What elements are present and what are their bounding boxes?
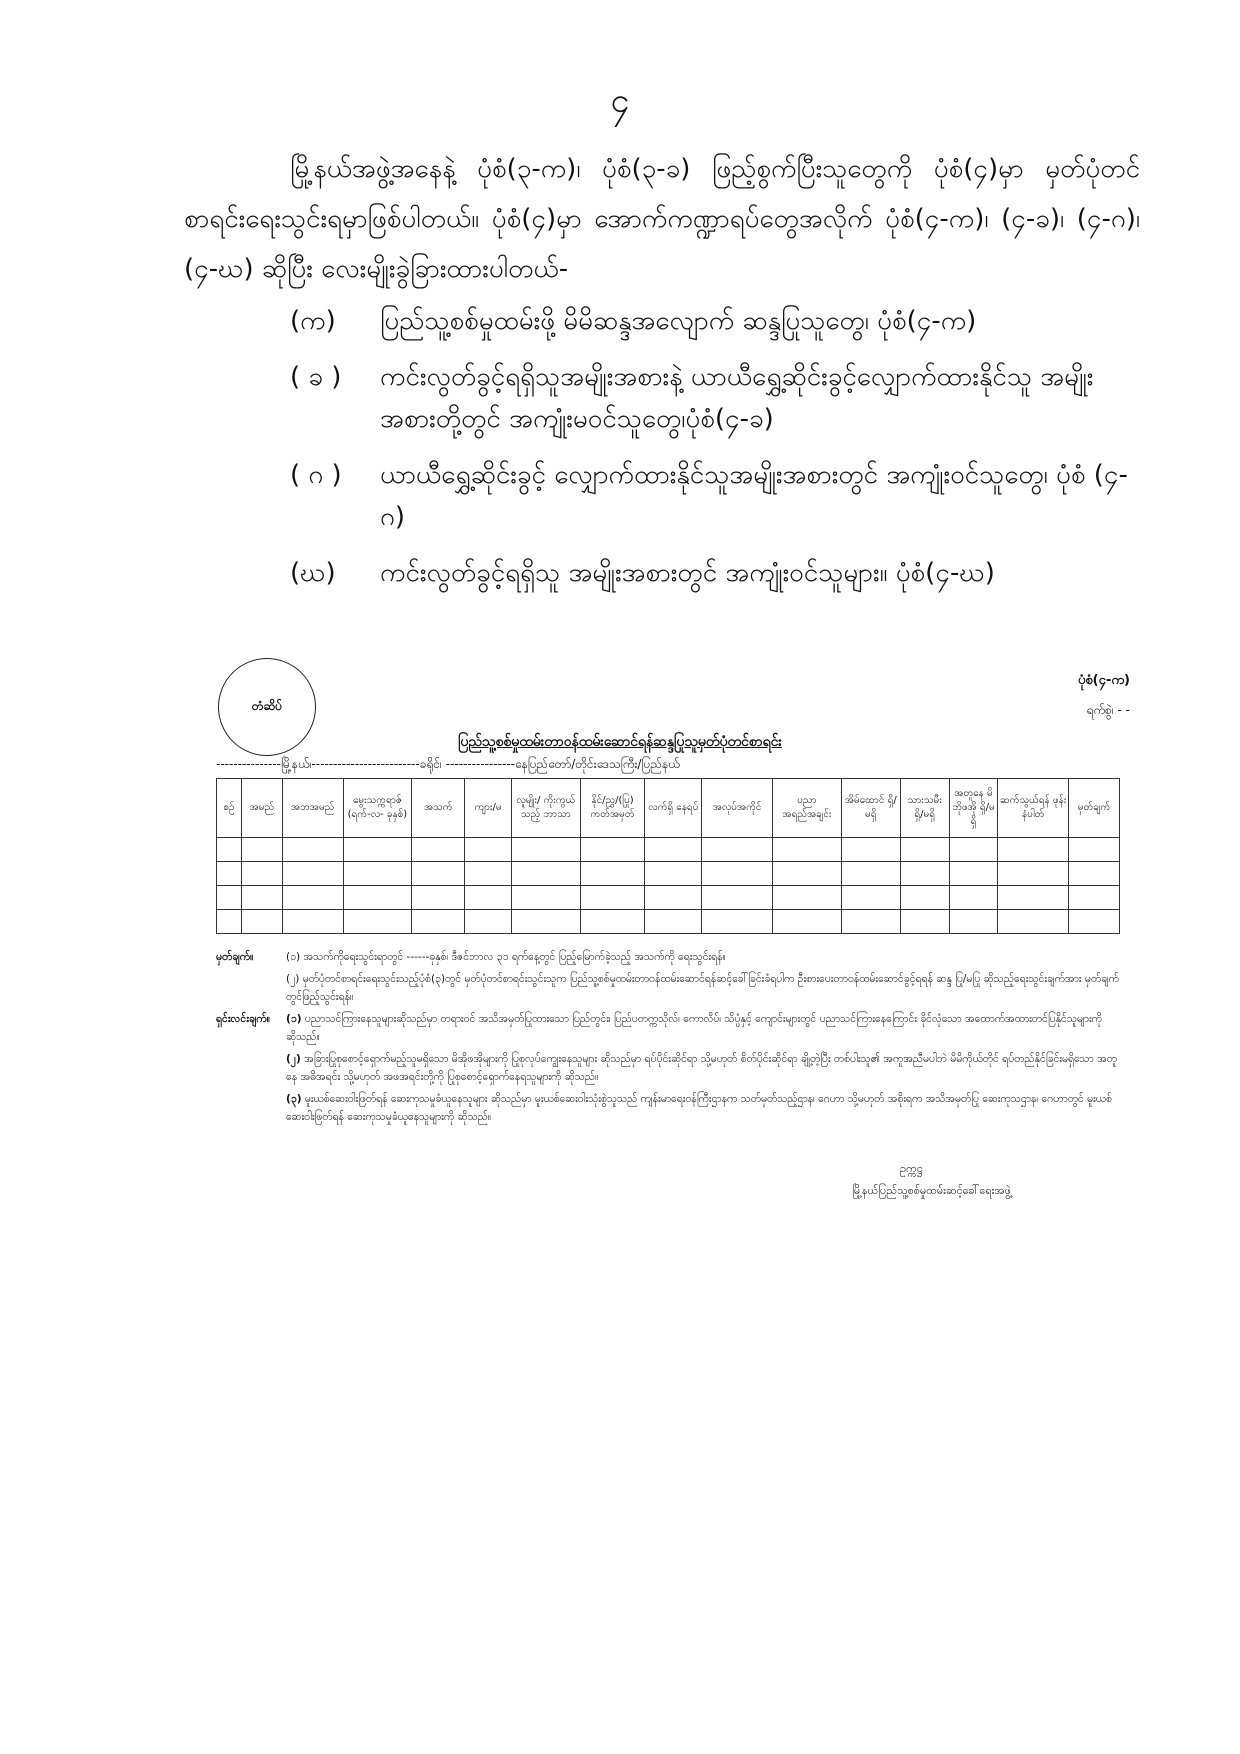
table-cell bbox=[343, 886, 412, 910]
column-header: မွေးသက္ကရာဇ် (ရက်-လ- ခုနှစ်) bbox=[343, 779, 412, 838]
table-cell bbox=[1069, 862, 1120, 886]
explanation-label: ရှင်းလင်းချက်။ bbox=[216, 1013, 270, 1025]
table-cell bbox=[773, 910, 842, 934]
list-text: ကင်းလွတ်ခွင့်ရရှိသူ အမျိုးအစားတွင် အကျုံးဝင်သူများ။ ပုံစံ(၄-ဃ) bbox=[380, 558, 995, 588]
notes-section bbox=[216, 948, 1120, 1130]
list-text: ကင်းလွတ်ခွင့်ရရှိသူအမျိုးအစားနဲ့ ယာယီရွှေ့ဆိုင်းခွင့်လျှောက်ထားနိုင်သူ အမျိုးအစားတို့တွင် အကျုံးမဝင်သူတွေ၊ပုံစံ(၄-ခ) bbox=[380, 362, 1094, 434]
table-cell bbox=[412, 838, 465, 862]
table-row bbox=[217, 838, 1120, 862]
table-cell bbox=[511, 838, 580, 862]
table-cell bbox=[241, 886, 282, 910]
column-header: လက်ရှိ နေရပ် bbox=[645, 779, 702, 838]
page-number: ၄ bbox=[610, 81, 630, 121]
column-header: ကျား/မ bbox=[465, 779, 512, 838]
explanation-row bbox=[216, 1090, 1120, 1126]
table-cell bbox=[282, 910, 343, 934]
table-cell bbox=[645, 886, 702, 910]
table-cell bbox=[949, 838, 998, 862]
table-cell bbox=[343, 862, 412, 886]
table-header-row bbox=[217, 779, 1120, 838]
table-cell bbox=[465, 862, 512, 886]
table-cell bbox=[998, 886, 1069, 910]
column-header: အိမ်ထောင် ရှိ/မရှိ bbox=[841, 779, 900, 838]
column-header: စဉ် bbox=[217, 779, 242, 838]
column-header: မှတ်ချက် bbox=[1069, 779, 1120, 838]
list-marker: ( ခ ) bbox=[290, 362, 342, 392]
explanation-text: အခြားပြုစုစောင့်ရှောက်မည့်သူမရှိသော မိအိုဖအိုများကို ပြုစုလုပ်ကျွေးနေသူများ ဆိုသည်မှာ ရပ်ပိုင်းဆိုင်ရာ သို့မဟုတ် စိတ်ပိုင်းဆိုင်ရာ ချို့တဲ့ပြီး တစ်ပါးသူ၏ အကူအညီမပါဘဲ မိမိကိုယ်တိုင် ရပ်တည်နိုင်ခြင်းမရှိသော အတူနေ အဓိအရင်း သို့မဟုတ် အဖအရင်းတို့ကို ပြုစုစောင့်ရှောက်နေရသူများကို ဆိုသည်။ bbox=[286, 1053, 1117, 1083]
table-cell bbox=[465, 838, 512, 862]
table-cell bbox=[580, 910, 645, 934]
table-cell bbox=[998, 838, 1069, 862]
explanation-row bbox=[216, 1010, 1120, 1046]
date-line: ရက်စွဲ၊ - - bbox=[1086, 703, 1130, 717]
signature-organization: မြို့နယ်ပြည်သူ့စစ်မှုထမ်းဆင့်ခေါ်ရေးအဖွဲ့ bbox=[852, 1184, 1011, 1197]
column-header: နိုင်/ညွှ/(ပြု) ကတ်အမှတ် bbox=[580, 779, 645, 838]
table-row bbox=[217, 910, 1120, 934]
table-cell bbox=[841, 838, 900, 862]
table-cell bbox=[900, 862, 949, 886]
list-item bbox=[290, 300, 1140, 342]
list-marker: (ဃ) bbox=[290, 558, 336, 588]
table-cell bbox=[645, 910, 702, 934]
explanation-number: (၂) bbox=[286, 1053, 301, 1065]
explanation-number: (၁) bbox=[286, 1013, 302, 1025]
explanation-number: (၃) bbox=[286, 1093, 302, 1105]
list-item bbox=[290, 454, 1140, 538]
table-cell bbox=[702, 910, 773, 934]
table-cell bbox=[217, 838, 242, 862]
column-header: အလုပ်အကိုင် bbox=[702, 779, 773, 838]
table-cell bbox=[949, 862, 998, 886]
table-cell bbox=[343, 838, 412, 862]
column-header: ဆက်သွယ်ရန် ဖုန်းနံပါတ် bbox=[998, 779, 1069, 838]
list-item bbox=[290, 356, 1140, 440]
table-cell bbox=[645, 838, 702, 862]
signature-title: ဥက္ကဋ္ဌ bbox=[900, 1162, 923, 1175]
category-list bbox=[290, 300, 1140, 608]
table-cell bbox=[702, 838, 773, 862]
column-header: အသက် bbox=[412, 779, 465, 838]
remark-text: မှတ်ပုံတင်စာရင်းရေးသွင်းသည့်ပုံစံ(၃)တွင် မှတ်ပုံတင်စာရင်းသွင်းသူက ပြည်သူ့စစ်မှုထမ်းတာဝန်ထမ်းဆောင်ရန်ဆင့်ခေါ်ခြင်းခံရပါက ဦးစားပေးတာဝန်ထမ်းဆောင်ခွင့်ရရန် ဆန္ဒ ပြု/မပြု ဆိုသည့်ရေးသွင်းချက်အား မှတ်ချက်တွင်ဖြည့်သွင်းရန်။ bbox=[286, 973, 1119, 1003]
remark-row bbox=[216, 948, 1120, 966]
table-cell bbox=[511, 886, 580, 910]
intro-paragraph bbox=[184, 144, 1140, 294]
table-cell bbox=[773, 838, 842, 862]
form-title: ပြည်သူ့စစ်မှုထမ်းတာဝန်ထမ်းဆောင်ရန်ဆန္ဒပြုသူမှတ်ပုံတင်စာရင်း bbox=[458, 734, 782, 750]
remark-text: အသက်ကိုရေးသွင်းရာတွင် ------ခုနှစ်၊ ဒီဇင်ဘာလ ၃၁ ရက်နေ့တွင် ပြည့်မြောက်ခဲ့သည့် အသက်ကို ရေးသွင်းရန်။ bbox=[303, 951, 726, 963]
explanation-row bbox=[216, 1050, 1120, 1086]
intro-text: မြို့နယ်အဖွဲ့အနေနဲ့ ပုံစံ(၃-က)၊ ပုံစံ(၃-ခ) ဖြည့်စွက်ပြီးသူတွေကို ပုံစံ(၄)မှာ မှတ်ပုံတင် စာရင်းရေးသွင်းရမှာဖြစ်ပါတယ်။ ပုံစံ(၄)မှာ အောက်ကဏ္ဍာရပ်တွေအလိုက် ပုံစံ(၄-က)၊ (၄-ခ)၊ (၄-ဂ)၊ (၄-ဃ) ဆိုပြီး လေးမျိုးခွဲခြားထားပါတယ်- bbox=[184, 154, 1140, 284]
table-cell bbox=[217, 862, 242, 886]
table-cell bbox=[282, 862, 343, 886]
table-cell bbox=[511, 910, 580, 934]
list-text: ပြည်သူ့စစ်မှုထမ်းဖို့ မိမိဆန္ဒအလျောက် ဆန္ဒပြုသူတွေ၊ ပုံစံ(၄-က) bbox=[380, 306, 977, 336]
table-cell bbox=[998, 862, 1069, 886]
region-line: ---------------မြို့နယ်၊-------------------------ခရိုင်၊ ----------------နေပြည်တော်/တိုင်းဒေသကြီး/ပြည်နယ် bbox=[216, 757, 680, 771]
explanation-text: ပညာသင်ကြားနေသူများဆိုသည်မှာ တရားဝင် အသိအမှတ်ပြုထားသော ပြည်တွင်း၊ ပြည်ပတက္ကသိုလ်၊ ကောလိပ်၊ သိပ္ပံနှင့် ကျောင်းများတွင် ပညာသင်ကြားနေကြောင်း ခိုင်လုံသော အထောက်အထားတင်ပြနိုင်သူများကို ဆိုသည်။ bbox=[286, 1013, 1102, 1043]
table-cell bbox=[900, 886, 949, 910]
table-row bbox=[217, 886, 1120, 910]
column-header: လူမျိုး/ ကိုးကွယ်သည့် ဘာသာ bbox=[511, 779, 580, 838]
column-header: အတူနေ မိဘိုဖအို ရှိ/မရှိ bbox=[949, 779, 998, 838]
table-cell bbox=[343, 910, 412, 934]
table-cell bbox=[949, 910, 998, 934]
table-cell bbox=[900, 838, 949, 862]
table-body bbox=[217, 838, 1120, 934]
table-cell bbox=[1069, 910, 1120, 934]
table-cell bbox=[1069, 838, 1120, 862]
remark-number: (၁) bbox=[286, 951, 301, 963]
list-marker: ( ဂ ) bbox=[290, 460, 342, 490]
register-table bbox=[216, 778, 1120, 934]
stamp-label: တံဆိပ် bbox=[251, 699, 283, 713]
table-cell bbox=[702, 886, 773, 910]
table-cell bbox=[841, 862, 900, 886]
table-cell bbox=[241, 910, 282, 934]
table-cell bbox=[998, 910, 1069, 934]
table-cell bbox=[241, 862, 282, 886]
table-cell bbox=[217, 910, 242, 934]
table-cell bbox=[580, 838, 645, 862]
table-cell bbox=[1069, 886, 1120, 910]
column-header: အမည် bbox=[241, 779, 282, 838]
table-cell bbox=[241, 838, 282, 862]
remark-row bbox=[216, 970, 1120, 1006]
table-cell bbox=[465, 910, 512, 934]
table-cell bbox=[580, 862, 645, 886]
table-cell bbox=[949, 886, 998, 910]
form-number: ပုံစံ(၄-က) bbox=[1077, 673, 1130, 688]
remark-label: မှတ်ချက်။ bbox=[216, 951, 254, 963]
table-cell bbox=[217, 886, 242, 910]
table-cell bbox=[841, 910, 900, 934]
list-text: ယာယီရွှေ့ဆိုင်းခွင့် လျှောက်ထားနိုင်သူအမျိုးအစားတွင် အကျုံးဝင်သူတွေ၊ ပုံစံ (၄-ဂ) bbox=[380, 460, 1128, 532]
table-row bbox=[217, 862, 1120, 886]
table-cell bbox=[702, 862, 773, 886]
table-cell bbox=[773, 886, 842, 910]
column-header: အဘအမည် bbox=[282, 779, 343, 838]
column-header: သားသမီး ရှိ/မရှိ bbox=[900, 779, 949, 838]
table-cell bbox=[580, 886, 645, 910]
explanation-text: မူးယစ်ဆေးဝါးဖြတ်ရန် ဆေးကုသမှုခံယူနေသူများ ဆိုသည်မှာ မူးယစ်ဆေးဝါးသုံးစွဲသူသည် ကျန်းမာရေးဝန်ကြီးဌာနက သတ်မှတ်သည့်ဌာန၊ ဂေဟာ သို့မဟုတ် အစိုးရက အသိအမှတ်ပြု ဆေးကုသဌာန၊ ဂေဟာတွင် မူးယစ်ဆေးဝါးဖြတ်ရန် ဆေးကုသမှုခံယူနေသူများကို ဆိုသည်။ bbox=[286, 1093, 1112, 1123]
list-marker: (က) bbox=[290, 306, 336, 336]
column-header: ပညာ အရည်အချင်း bbox=[773, 779, 842, 838]
table-cell bbox=[900, 910, 949, 934]
table-cell bbox=[465, 886, 512, 910]
remark-number: (၂) bbox=[286, 973, 300, 985]
table-cell bbox=[841, 886, 900, 910]
table-cell bbox=[773, 862, 842, 886]
table-cell bbox=[412, 910, 465, 934]
list-item bbox=[290, 552, 1140, 594]
table-cell bbox=[412, 886, 465, 910]
table-cell bbox=[282, 838, 343, 862]
table-cell bbox=[412, 862, 465, 886]
table-cell bbox=[511, 862, 580, 886]
table-cell bbox=[282, 886, 343, 910]
table-cell bbox=[645, 862, 702, 886]
